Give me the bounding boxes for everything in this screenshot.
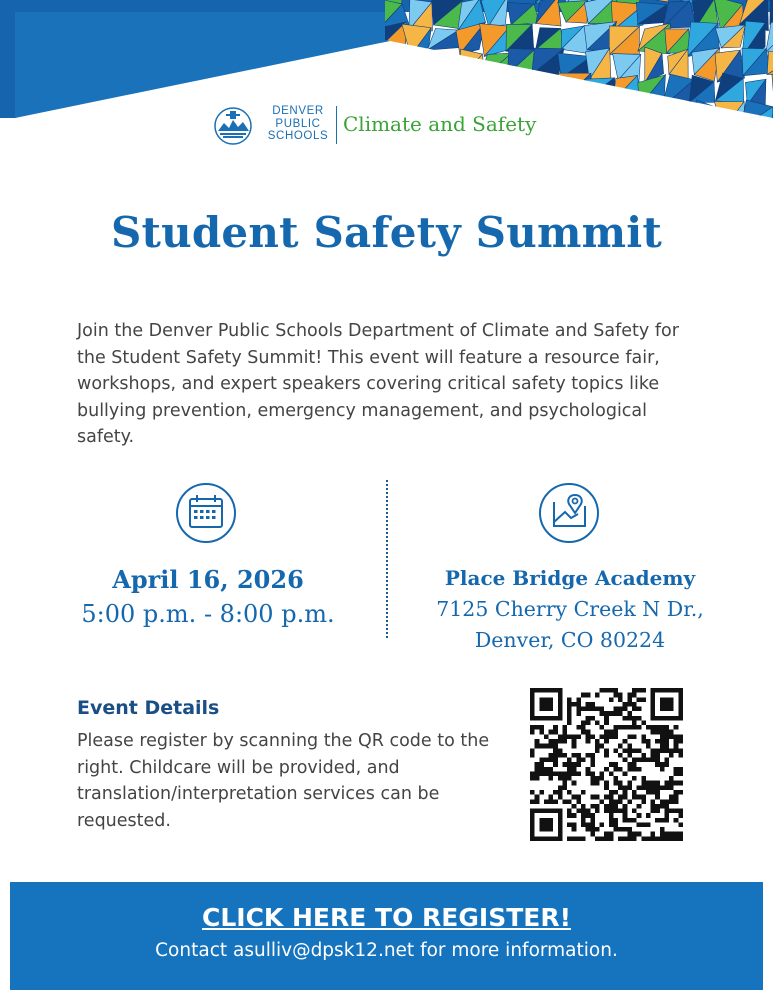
map-location-icon [538,482,600,544]
mosaic-tile [427,81,455,103]
mosaic-tile [459,76,486,106]
mosaic-tile [459,54,485,81]
mosaic-tile [382,54,410,77]
event-date: April 16, 2026 [112,565,304,594]
mosaic-tile [506,77,540,103]
mosaic-tile [697,108,718,134]
logo-divider [336,106,337,144]
event-address: 7125 Cherry Creek N Dr., Denver, CO 80224 [436,597,704,652]
mosaic-tile [403,55,436,75]
department-name: Climate and Safety [343,112,537,136]
mosaic-tile [661,101,690,133]
dps-logo [212,103,572,147]
details-heading: Event Details [77,697,220,719]
mosaic-tile [697,100,718,130]
mosaic-tile [613,104,644,126]
calendar-icon [175,482,237,544]
mosaic-tile [767,51,773,74]
mosaic-tile [456,75,480,107]
contact-info: Contact asulliv@dpsk12.net for more information. [155,940,618,961]
mosaic-tile [558,73,591,102]
mosaic-tile [485,77,513,101]
mosaic-tile [436,56,456,76]
mosaic-tile [382,50,410,73]
mosaic-tile [431,49,456,73]
mosaic-tile [485,77,514,102]
venue-block [400,562,740,656]
logo-line-1: DENVER [272,105,324,117]
mosaic-tile [403,56,436,76]
mosaic-tile [637,104,663,131]
logo-line-3: SCHOOLS [267,130,329,142]
page-title: Student Safety Summit [111,208,662,257]
vertical-dotted-divider [386,480,388,638]
mosaic-tile [584,106,618,132]
mosaic-tile [637,104,662,131]
date-time-block [38,563,378,631]
mosaic-tile [661,101,690,132]
register-link[interactable]: CLICK HERE TO REGISTER! [202,903,571,932]
mosaic-tile [613,104,644,126]
qr-modules [530,688,683,841]
mosaic-tile [584,109,618,133]
mosaic-tile [427,81,459,103]
qr-code-icon[interactable] [530,688,683,841]
mosaic-tile [459,49,483,81]
event-venue: Place Bridge Academy [444,566,696,590]
event-time: 5:00 p.m. - 8:00 p.m. [81,600,335,628]
footer-banner [10,882,763,990]
details-text: Please register by scanning the QR code to the right. Childcare will be provided, and translation/interpretation services can be requested. [77,731,490,831]
mosaic-tile [714,101,744,132]
logo-line-2: PUBLIC [275,117,321,130]
dps-skyline-icon [212,105,254,145]
mosaic-tile [513,77,540,103]
intro-paragraph: Join the Denver Public Schools Department of Climate and Safety for the Student Safety Summit! This event will feature a resource fair, workshops, and expert speakers covering critical safety topics like bullying prevention, emergency management, and psychological safety. [77,321,679,447]
